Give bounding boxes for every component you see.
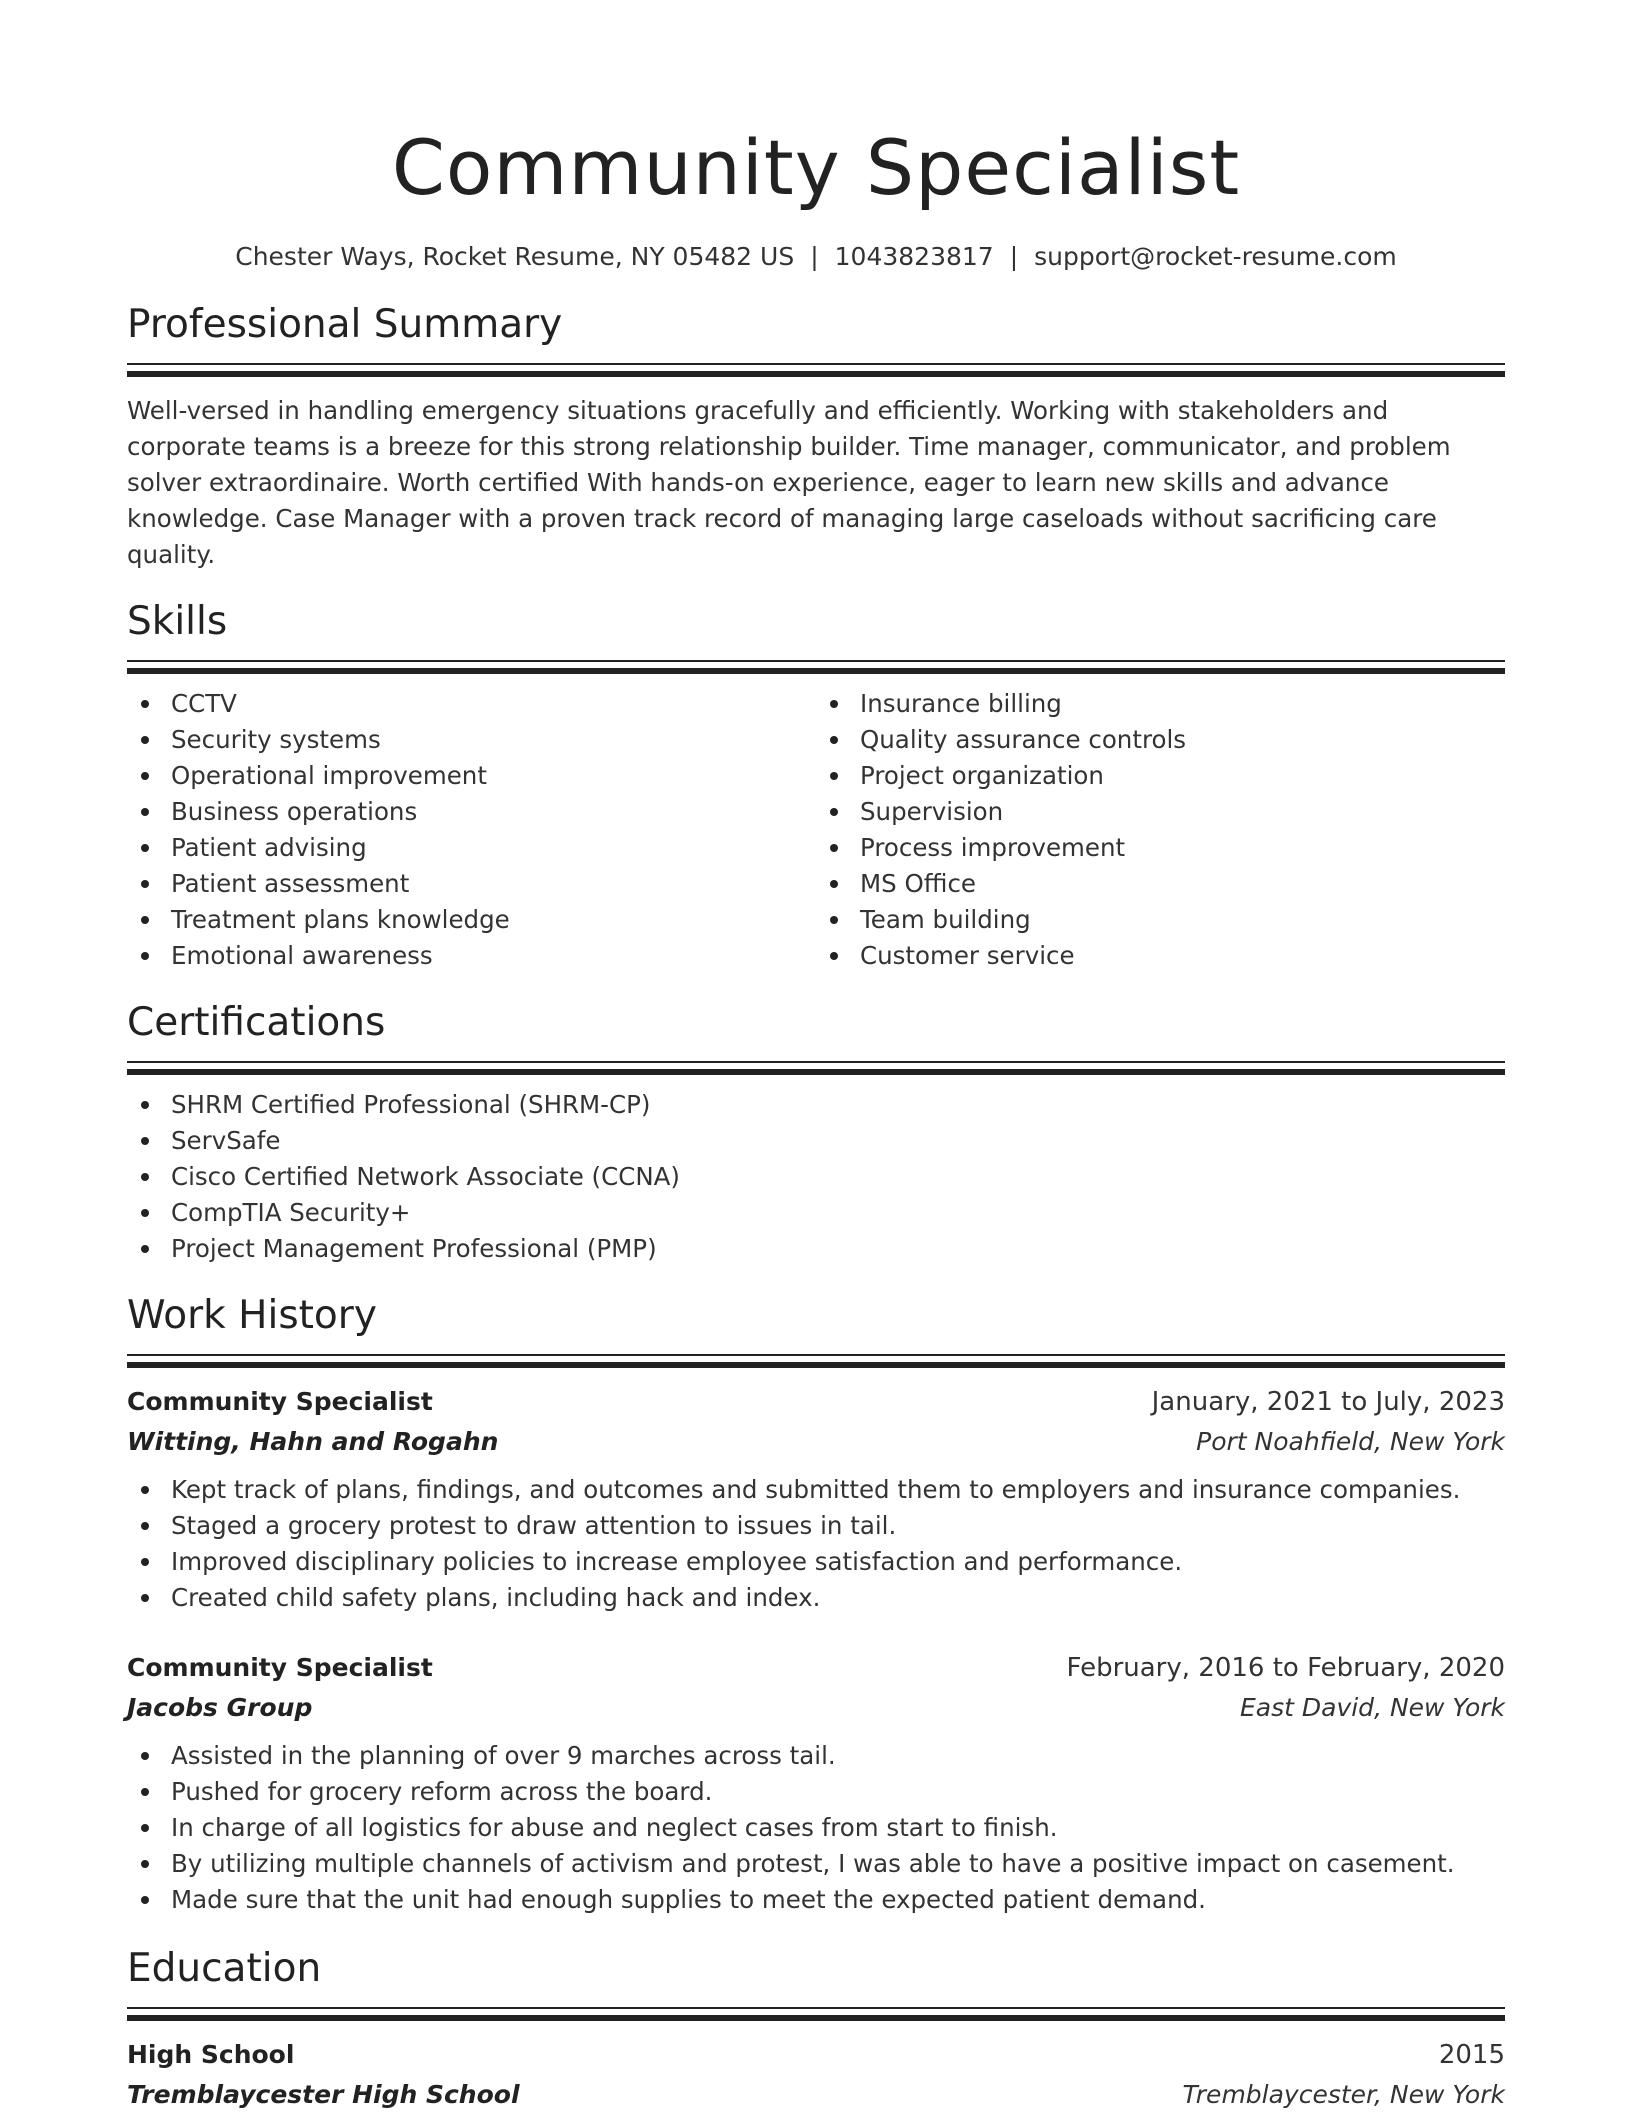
skill-item: Treatment plans knowledge xyxy=(127,902,816,938)
job-bullet: By utilizing multiple channels of activism and protest, I was able to have a positive impact on casement. xyxy=(127,1846,1505,1882)
education-year: 2015 xyxy=(1438,2040,1505,2070)
job-bullets xyxy=(127,1738,1505,1918)
skill-item: Patient advising xyxy=(127,830,816,866)
job-title: Community Specialist xyxy=(127,1387,433,1416)
section-title-skills: Skills xyxy=(127,599,228,644)
summary-text: Well-versed in handling emergency situations gracefully and efficiently. Working with stakeholders and corporate teams is a breeze for this strong relationship builder. Time manager, communicator, and problem solver extraordinaire. Worth certified With hands-on experience, eager to learn new skills and advance knowledge. Case Manager with a proven track record of managing large caseloads without sacrificing care quality. xyxy=(127,396,1451,569)
skill-item: MS Office xyxy=(816,866,1505,902)
education-location: Tremblaycester, New York xyxy=(1182,2080,1505,2109)
education-degree: High School xyxy=(127,2040,295,2069)
section-divider xyxy=(127,363,1505,377)
section-title-summary: Professional Summary xyxy=(127,302,563,347)
job-company: Witting, Hahn and Rogahn xyxy=(127,1427,499,1456)
job-company: Jacobs Group xyxy=(127,1693,313,1722)
skill-item: Emotional awareness xyxy=(127,938,816,974)
job-title: Community Specialist xyxy=(127,1653,433,1682)
education-school: Tremblaycester High School xyxy=(127,2080,520,2109)
job-dates: January, 2021 to July, 2023 xyxy=(1151,1387,1505,1417)
contact-line xyxy=(127,240,1505,274)
job-location: Port Noahfield, New York xyxy=(1196,1427,1505,1456)
job-bullets xyxy=(127,1472,1505,1616)
certification-item: SHRM Certified Professional (SHRM-CP) xyxy=(127,1087,1505,1123)
job-bullet: Improved disciplinary policies to increase employee satisfaction and performance. xyxy=(127,1544,1505,1580)
job-entry xyxy=(127,1648,1505,1918)
job-header-row xyxy=(127,1648,1505,1688)
job-bullet: Assisted in the planning of over 9 marches across tail. xyxy=(127,1738,1505,1774)
skill-item: Customer service xyxy=(816,938,1505,974)
contact-address: Chester Ways, Rocket Resume, NY 05482 US xyxy=(235,242,795,271)
skill-item: Team building xyxy=(816,902,1505,938)
skill-item: Patient assessment xyxy=(127,866,816,902)
section-title-work-history: Work History xyxy=(127,1293,377,1338)
skills-list-left xyxy=(127,686,816,974)
skills-section xyxy=(127,597,1505,974)
skill-item: Process improvement xyxy=(816,830,1505,866)
section-title-certifications: Certifications xyxy=(127,1000,386,1045)
skill-item: Insurance billing xyxy=(816,686,1505,722)
summary-section xyxy=(127,300,1505,573)
certification-item: ServSafe xyxy=(127,1123,1505,1159)
certifications-list xyxy=(127,1087,1505,1267)
skill-item: Business operations xyxy=(127,794,816,830)
section-title-education: Education xyxy=(127,1946,322,1991)
education-school-row xyxy=(127,2075,1505,2115)
skill-item: Supervision xyxy=(816,794,1505,830)
certification-item: Project Management Professional (PMP) xyxy=(127,1231,1505,1267)
section-divider xyxy=(127,660,1505,674)
contact-phone: 1043823817 xyxy=(834,242,994,271)
job-company-row xyxy=(127,1688,1505,1728)
certification-item: CompTIA Security+ xyxy=(127,1195,1505,1231)
contact-separator: | xyxy=(1009,242,1019,271)
section-divider xyxy=(127,2007,1505,2021)
job-location: East David, New York xyxy=(1239,1693,1505,1722)
certifications-section xyxy=(127,998,1505,1267)
certification-item: Cisco Certified Network Associate (CCNA) xyxy=(127,1159,1505,1195)
skills-grid xyxy=(127,686,1505,974)
work-history-section xyxy=(127,1291,1505,1918)
job-header-row xyxy=(127,1382,1505,1422)
education-header-row xyxy=(127,2035,1505,2075)
job-dates: February, 2016 to February, 2020 xyxy=(1066,1653,1505,1683)
job-bullet: Pushed for grocery reform across the board. xyxy=(127,1774,1505,1810)
skill-item: Operational improvement xyxy=(127,758,816,794)
job-bullet: Created child safety plans, including hack and index. xyxy=(127,1580,1505,1616)
contact-separator: | xyxy=(810,242,819,271)
skill-item: CCTV xyxy=(127,686,816,722)
contact-email: support@rocket-resume.com xyxy=(1034,242,1397,271)
education-entry xyxy=(127,2035,1505,2115)
skill-item: Project organization xyxy=(816,758,1505,794)
job-bullet: Staged a grocery protest to draw attention to issues in tail. xyxy=(127,1508,1505,1544)
section-divider xyxy=(127,1061,1505,1075)
job-bullet: Made sure that the unit had enough supplies to meet the expected patient demand. xyxy=(127,1882,1505,1918)
job-entry xyxy=(127,1382,1505,1616)
resume-name: Community Specialist xyxy=(391,123,1241,212)
education-section xyxy=(127,1944,1505,2115)
section-divider xyxy=(127,1354,1505,1368)
skills-list-right xyxy=(816,686,1505,974)
skill-item: Quality assurance controls xyxy=(816,722,1505,758)
job-company-row xyxy=(127,1422,1505,1462)
skill-item: Security systems xyxy=(127,722,816,758)
job-bullet: Kept track of plans, findings, and outcomes and submitted them to employers and insurance companies. xyxy=(127,1472,1505,1508)
job-bullet: In charge of all logistics for abuse and neglect cases from start to finish. xyxy=(127,1810,1505,1846)
